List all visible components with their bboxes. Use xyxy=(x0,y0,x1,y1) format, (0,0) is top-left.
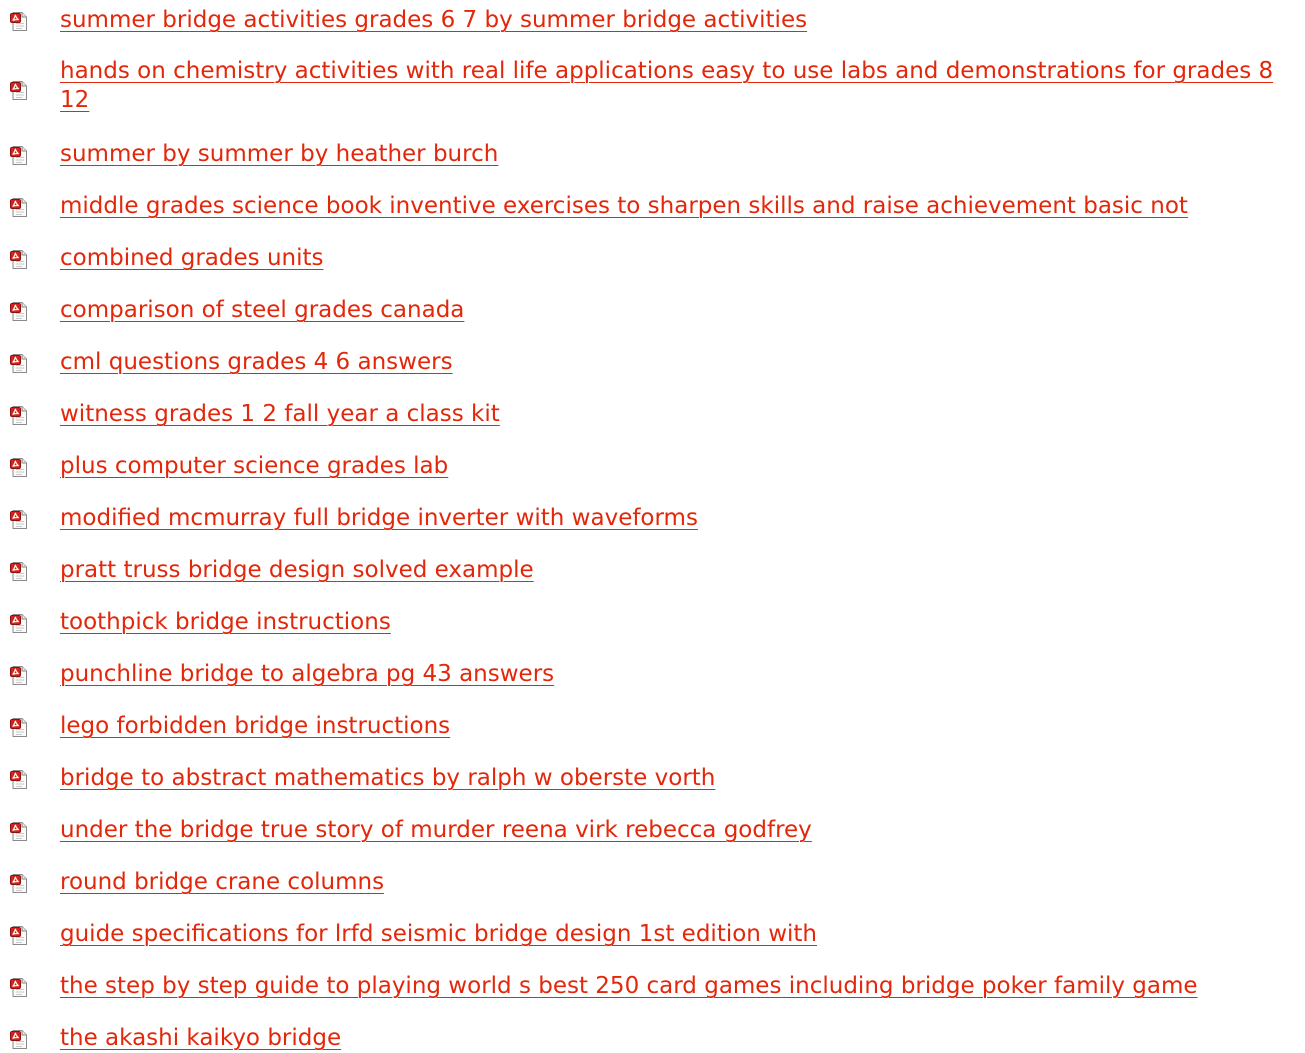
document-link[interactable]: summer by summer by heather burch xyxy=(60,141,499,167)
pdf-file-icon xyxy=(10,510,28,529)
document-link[interactable]: under the bridge true story of murder reena virk rebecca godfrey xyxy=(60,817,812,843)
pdf-file-icon xyxy=(10,250,28,269)
document-link[interactable]: modified mcmurray full bridge inverter with waveforms xyxy=(60,505,698,531)
pdf-file-icon xyxy=(10,198,28,217)
pdf-file-icon xyxy=(10,666,28,685)
pdf-file-icon xyxy=(10,978,28,997)
pdf-file-icon xyxy=(10,354,28,373)
document-link[interactable]: the step by step guide to playing world s best 250 card games including bridge poker family game xyxy=(60,973,1198,999)
pdf-file-icon xyxy=(10,12,28,31)
pdf-file-icon xyxy=(10,302,28,321)
document-link[interactable]: witness grades 1 2 fall year a class kit xyxy=(60,401,500,427)
pdf-file-icon xyxy=(10,1030,28,1049)
document-link[interactable]: bridge to abstract mathematics by ralph w oberste vorth xyxy=(60,765,716,791)
pdf-file-icon xyxy=(10,874,28,893)
pdf-file-icon xyxy=(10,562,28,581)
document-link[interactable]: plus computer science grades lab xyxy=(60,453,449,479)
document-link[interactable]: toothpick bridge instructions xyxy=(60,609,391,635)
document-link[interactable]: cml questions grades 4 6 answers xyxy=(60,349,453,375)
pdf-file-icon xyxy=(10,146,28,165)
pdf-file-icon xyxy=(10,458,28,477)
document-link[interactable]: pratt truss bridge design solved example xyxy=(60,557,534,583)
pdf-file-icon xyxy=(10,770,28,789)
document-link[interactable]: guide specifications for lrfd seismic bridge design 1st edition with xyxy=(60,921,817,947)
document-link[interactable]: lego forbidden bridge instructions xyxy=(60,713,451,739)
pdf-file-icon xyxy=(10,614,28,633)
pdf-file-icon xyxy=(10,822,28,841)
document-link[interactable]: middle grades science book inventive exercises to sharpen skills and raise achievement basic not xyxy=(60,193,1188,219)
pdf-file-icon xyxy=(10,926,28,945)
pdf-file-icon xyxy=(10,406,28,425)
document-link[interactable]: comparison of steel grades canada xyxy=(60,297,465,323)
document-link[interactable]: punchline bridge to algebra pg 43 answers xyxy=(60,661,555,687)
document-link[interactable]: round bridge crane columns xyxy=(60,869,385,895)
document-link[interactable]: hands on chemistry activities with real life applications easy to use labs and demonstrations for grades 8 12 xyxy=(60,58,1274,113)
pdf-file-icon xyxy=(10,81,28,100)
document-link[interactable]: summer bridge activities grades 6 7 by summer bridge activities xyxy=(60,7,808,33)
document-link[interactable]: combined grades units xyxy=(60,245,324,271)
pdf-file-icon xyxy=(10,718,28,737)
document-link[interactable]: the akashi kaikyo bridge xyxy=(60,1025,342,1051)
